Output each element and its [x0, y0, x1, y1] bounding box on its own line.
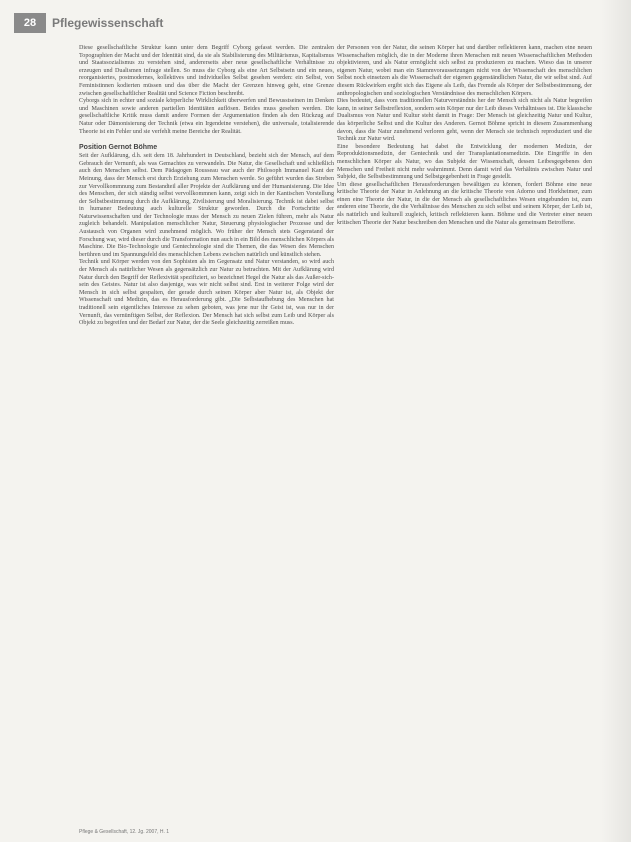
paragraph: Seit der Aufklärung, d.h. seit dem 18. Jahrhundert in Deutschland, bezieht sich der Mensch, auf dem Gebrauch der Vernunft, als was Gemachtes zu verwandeln. Die Natur, die Gesellschaft und schließlich auch den Menschen selbst. Dem Pädagogen Rousseau war auch der Philosoph Immanuel Kant der Meinung, dass der Mensch erst durch Erziehung zum Menschen werde. So geführt wurden das Streben zur Vervollkommnung zum Bestandteil aller Projekte der Aufklärung und der Humanisierung. Die Idee des Menschen, der sich ständig selbst vervollkommnen kann, zeigt sich in der Kantischen Vorstellung der Selbstbestimmung durch die Aufklärung, Zivilisierung und Moralisierung. Technik ist dabei selbst in humaner Bedeutung auch kulturelle Struktur geworden. Durch die Fortschritte der Naturwissenschaften und der Technologie muss der Mensch zu neuen Zielen führen, mehr als Natur zugleich behandelt. Manipulation menschlicher Natur, Steuerung physiologischer Prozesse und der Austausch von Organen wird zunehmend möglich. Wo früher der Mensch stets Gegenstand der Forschung war, wird dieser durch die Transformation nun auch in ein Bild des menschlichen Körpers als Maschine. Die Bio-Technologie und Gentechnologie sind die Themen, die das Wesen des Menschen berühren und im Spannungsfeld des menschlichen Lebens zwischen natürlich und künstlich stehen.: [79, 153, 334, 258]
left-column: [79, 45, 334, 328]
running-head: Pflegewissenschaft: [52, 16, 164, 30]
page-fold-shadow: [601, 0, 631, 842]
paragraph: Dies bedeutet, dass vom traditionellen Naturverständnis her der Mensch sich nicht als Natur begreifen kann, in seiner Selbstreflexion, sondern sein Körper nur der Leib dieses Verhältnisses ist. Die klassische Dualismus von Natur und Kultur steht damit in Frage: Der Mensch ist gleichzeitig Natur und Kultur, das körperliche Selbst und die Kultur des Anderen. Gernot Böhme spricht in diesem Zusammenhang davon, dass die Natur zunehmend verloren geht, wenn der Mensch sie technisch reproduziert und die Technik zur Natur wird.: [337, 98, 592, 143]
paragraph: der Personen von der Natur, die seinen Körper hat und darüber reflektieren kann, machen eine neuen Wissenschaften möglich, die in der Moderne ihren Menschen mit neuen Wissenschaftlichen Methoden objektivieren, und als Natur ermöglicht sich selbst zu produzieren zu machen. Wieso das in unserer eigenen Natur, wobei man ein Stammvoraussetzungen nicht von der Wissenschaft des menschlichen Selbst noch einsetzen als die Wissenschaft der eigenen gegenständlichen Natur, die wir selbst sind. Auf diesem Rückwirken ergibt sich das Eigene als Leib, das Fremde als Körper der Selbstbestimmung, der anthropologischen und soziologischen Verständnisse des menschlichen Körpers.: [337, 45, 592, 97]
page-footer: Pflege & Gesellschaft, 12. Jg. 2007, H. 1: [79, 829, 170, 835]
paragraph: Diese gesellschaftliche Struktur kann unter dem Begriff Cyborg gefasst werden. Die zentralen Topographien der Macht und der Identität sind, da sie als Stabilisierung des Militärismus, Kapitalismus und Staatssozialismus zu verstehen sind, andererseits aber neue gesellschaftliche Verhältnisse zu erzeugen und Dualismen infrage stellen. So muss die Cyborg als eine Art Selbstsein und ein neues, reorganisiertes, postmodernes, kollektives und individuelles Selbst gesehen werden: ein Selbst, von Feministinnen kodierten müssen und das über die Macht der Grenzen hinweg geht, eine Grenze zwischen gesellschaftlicher Realität und Science Fiction beschreibt.: [79, 45, 334, 97]
paragraph: Technik und Körper werden von den Sophisten als im Gegensatz und Natur verstanden, so wird auch der Mensch als natürlicher Wesen als gegensätzlich zur Natur zu betrachten. Mit der Aufklärung wird Natur durch den Begriff der Reflexivität spezifiziert, so bezeichnet Hegel die Natur als das Außer-sich-sein des Geistes. Natur ist also dasjenige, was wir nicht selbst sind. Erst in weiterer Folge wird der Mensch in sich selbst gespalten, der gerade durch seinen Körper aber Natur ist, als Objekt der Wissenschaft und Medizin, das es Herausforderung gibt. „Die Selbstaufhebung des Menschen hat traditionell sein eigentliches Interesse zu sehen geboten, was jene nur ihr Geist ist, was nur in der Vernunft, das vernünftigen Selbst, der Reflexion. Der Mensch hat sich selbst zum Leib und Körper als Objekt zu begreifen und der Bedarf zur Natur, der die Seele gleichzeitig zerreißen muss.: [79, 259, 334, 327]
section-title: Position Gernot Böhme: [79, 144, 158, 152]
page-header: [0, 13, 631, 33]
paragraph: Cyborgs sich in echter und soziale körperliche Wirklichkeit überwerfen und Bewusstseinen im Denken und Maschinen sowie anderen partiellen Identitäten auflösen. Beides muss gesehen werden. Die gesellschaftliche Kritik muss damit andere Formen der Argumentation finden als den Rückzug auf Natur oder Dämonisierung der Technik (etwa ein Irgendeine verstehen), die universale, totalisierende Theorie ist ein Fehler und sie verfehlt meine Bereiche der Realität.: [79, 98, 334, 135]
right-column: [337, 45, 592, 227]
paragraph: Um diese gesellschaftlichen Herausforderungen bewältigen zu können, fordert Böhme eine neue kritische Theorie der Natur in Anlehnung an die kritische Theorie von Adorno und Horkheimer, zum einen eine Theorie der Natur, in die der Mensch als gesellschaftliches Wesen eingebunden ist, zum anderen eine Theorie, die die Verhältnisse des Menschen zu sich selbst und seinem Körper, der Leib ist, als natürlich und kulturell zugleich, kritisch reflektieren kann. Böhme und die Vertreter einer neuen kritischen Theorie der Natur beschreiben den Menschen und die Natur als gemeinsam Betroffene.: [337, 181, 592, 226]
page-number: 28: [14, 13, 46, 33]
paragraph: Eine besondere Bedeutung hat dabei die Entwicklung der modernen Medizin, der Reproduktionsmedizin, der Gentechnik und der Transplantationsmedizin. Die Eingriffe in den menschlichen Körper als Natur, wo das Subjekt der Wissenschaft, dessen Leibesgegebenes den Menschen und Freiheit nicht mehr wahrnimmt. Denn damit wird das Verhältnis zwischen Natur und Subjekt, die Selbstbestimmung und Selbstgegebenheit in Frage gestellt.: [337, 143, 592, 181]
